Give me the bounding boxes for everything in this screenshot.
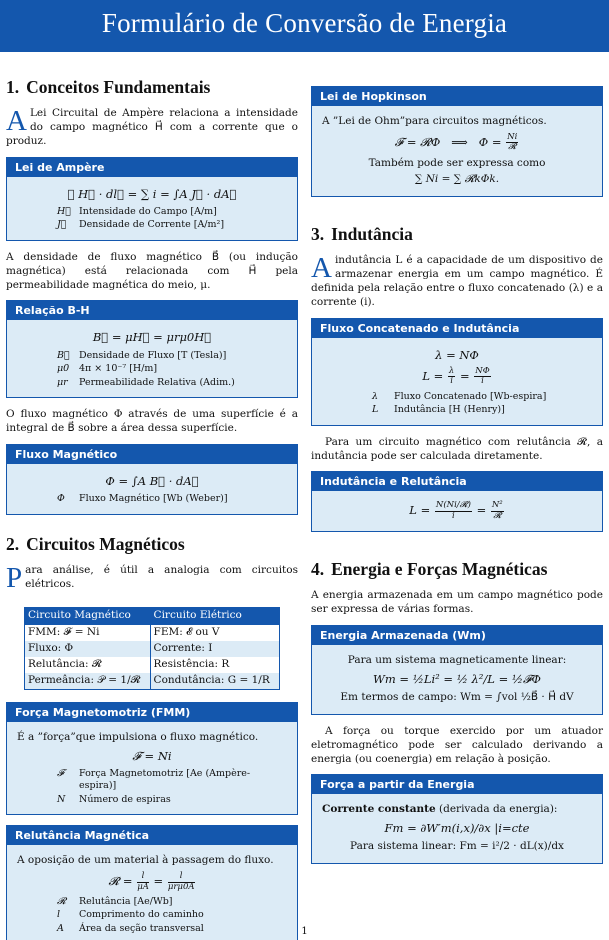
denominator: i [481, 376, 484, 387]
right-column [311, 86, 603, 874]
box-header: Força a partir da Energia [312, 775, 602, 794]
section-2-title [6, 533, 298, 556]
section-number: 1. [6, 77, 20, 97]
section-number: 3. [311, 224, 325, 245]
table-cell: Fluxo: Φ [25, 641, 151, 657]
ampere-equation: ∮ H⃗ · dl⃗ = ∑ i = ∫A J⃗ · dA⃗ [67, 186, 237, 201]
eq-lhs: 𝓡 = [108, 874, 133, 889]
def-symbol: N [57, 793, 66, 805]
numerator: N(Ni/𝓡) [435, 500, 471, 511]
box-header: Indutância e Relutância [312, 472, 602, 491]
numerator: N² [491, 500, 503, 511]
denominator: i [450, 376, 453, 387]
fraction [506, 133, 518, 153]
note: Também pode ser expressa como [368, 156, 546, 169]
table-header: Circuito Elétrico [150, 608, 279, 625]
flux-box [6, 444, 298, 515]
section-4-title [311, 558, 603, 581]
table-row [25, 657, 280, 673]
def-symbol: J⃗ [57, 219, 67, 231]
implies-arrow: ⟹ [451, 134, 468, 149]
force-equation: Fm = ∂W′m(i,x)/∂x |i=cte [384, 821, 530, 836]
intro-text: ara análise, é útil a analogia com circuitos elétricos. [25, 563, 298, 590]
reluctance-box [6, 825, 298, 940]
numerator: l [168, 872, 195, 882]
inductance-equation: L = $\frac{\lambda}{i}$ = $\frac{N\Phi}{i}$ [422, 365, 490, 387]
fmm-equation: 𝓕 = Ni [132, 748, 172, 763]
lead-rest: (derivada da energia): [435, 803, 558, 816]
def-symbol: A [57, 923, 64, 935]
def-desc: Número de espiras [79, 793, 171, 805]
denominator: μA [137, 881, 149, 892]
box-header: Fluxo Magnético [7, 445, 297, 464]
section-2-intro [6, 561, 298, 594]
def-desc: Relutância [Ae/Wb] [79, 895, 173, 907]
hopkinson-equation [322, 133, 592, 153]
paragraph: A força ou torque exercido por um atuador eletromagnético pode ser calculado derivando a energia (ou coenergia) em relação à posição. [311, 724, 603, 765]
def-symbol: Φ [57, 493, 65, 505]
table-cell: FMM: 𝓕 = Ni [25, 625, 151, 641]
box-lead: A ”Lei de Ohm”para circuitos magnéticos. [322, 115, 547, 127]
def-symbol: 𝓡 [57, 895, 66, 907]
definition-list [57, 350, 287, 390]
def-desc: Área da seção transversal [79, 923, 204, 935]
box-lead: É a ”força”que impulsiona o fluxo magnético. [17, 730, 259, 743]
section-number: 4. [311, 559, 325, 580]
definition-list [57, 493, 287, 506]
ampere-box [6, 157, 298, 241]
bh-equation: B⃗ = μH⃗ = μrμ0H⃗ [92, 330, 212, 345]
box-header: Relutância Magnética [7, 826, 297, 845]
note-equation: ∑ Ni = ∑ 𝓡kΦk. [414, 173, 500, 186]
section-1-title [6, 76, 298, 99]
fmm-box [6, 702, 298, 816]
box-header: Fluxo Concatenado e Indutância [312, 319, 602, 338]
energy-box [311, 625, 603, 715]
def-symbol: l [57, 909, 61, 921]
table-header: Circuito Magnético [25, 608, 151, 625]
table-cell: Relutância: 𝓡 [25, 657, 151, 673]
analogy-table [24, 607, 280, 689]
denominator: 𝓡 [493, 510, 502, 521]
denominator: μrμ0A [167, 881, 195, 892]
table-row [25, 625, 280, 641]
table-cell: FEM: 𝓔 ou V [150, 625, 279, 641]
numerator: Ni [507, 131, 518, 142]
section-title-text: Indutância [331, 224, 413, 245]
denominator: i [452, 510, 455, 521]
paragraph: O fluxo magnético Φ através de uma superfície é a integral de B⃗ sobre a área dessa superfície. [6, 408, 298, 435]
box-header: Lei de Ampère [7, 158, 297, 177]
paragraph: Para um circuito magnético com relutância 𝓡, a indutância pode ser calculada diretamente. [311, 435, 603, 462]
def-desc: Fluxo Magnético [Wb (Weber)] [79, 493, 228, 505]
fraction [474, 367, 490, 387]
reluctance-equation: 𝓡 = $\frac{l}{\mu A}$ = $\frac{l}{\text{μrμ0A}}$ [108, 871, 195, 892]
note-equation: Para sistema linear: Fm = i²/2 · dL(x)/dx [350, 840, 564, 853]
box-lead: Para um sistema magneticamente linear: [347, 653, 567, 666]
intro-text: indutância L é a capacidade de um dispositivo de armazenar energia em um campo magnético. É definida pela relação entre o fluxo concatenado (λ) e a corrente (i). [311, 254, 603, 308]
def-desc: Densidade de Fluxo [T (Tesla)] [79, 349, 227, 361]
eq-lhs: L = [422, 368, 444, 383]
def-desc: Permeabilidade Relativa (Adim.) [79, 376, 235, 388]
section-title-text: Conceitos Fundamentais [26, 77, 211, 97]
numerator: l [137, 872, 149, 882]
box-header: Relação B-H [7, 301, 297, 320]
intro-text: Lei Circuital de Ampère relaciona a intensidade do campo magnético H⃗ com a corrente que o produz. [6, 107, 298, 147]
definition-list [57, 768, 287, 807]
eq-part: Φ = [478, 134, 502, 149]
section-number: 2. [6, 533, 20, 554]
definition-list [57, 206, 287, 232]
fraction [168, 872, 195, 892]
section-3-title [311, 223, 603, 246]
flux-linkage-equation: λ = NΦ [435, 347, 479, 362]
table-cell: Corrente: I [150, 641, 279, 657]
page-title: Formulário de Conversão de Energia [101, 8, 508, 38]
table-cell: Resistência: R [150, 657, 279, 673]
fraction [448, 367, 455, 387]
def-desc: Intensidade do Campo [A/m] [79, 205, 217, 217]
box-lead: A oposição de um material à passagem do fluxo. [17, 854, 274, 867]
dropcap: P [6, 561, 23, 594]
box-header: Força Magnetomotriz (FMM) [7, 703, 297, 722]
table-row [25, 673, 280, 689]
def-symbol: H⃗ [57, 205, 71, 217]
fraction [137, 872, 149, 892]
denominator: 𝓡 [508, 142, 517, 153]
table-cell: Permeância: 𝒫 = 1/𝓡 [25, 673, 151, 689]
flux-equation: Φ = ∫A B⃗ · dA⃗ [105, 473, 199, 488]
def-desc: 4π × 10⁻⁷ [H/m] [79, 363, 158, 375]
table-cell: Condutância: G = 1/R [150, 673, 279, 689]
dropcap: A [311, 252, 332, 285]
table-row [25, 641, 280, 657]
def-desc: Força Magnetomotriz [Ae (Ampère-espira)] [79, 767, 251, 792]
eq-part: 𝓕 = 𝓡Φ [394, 134, 441, 149]
def-desc: Fluxo Concatenado [Wb-espira] [394, 390, 547, 402]
def-symbol: μr [57, 376, 68, 388]
def-desc: Comprimento do caminho [79, 909, 204, 921]
dropcap: A [6, 105, 27, 138]
paragraph: A energia armazenada em um campo magnético pode ser expressa de várias formas. [311, 589, 603, 616]
section-title-text: Circuitos Magnéticos [26, 533, 185, 554]
bh-box [6, 300, 298, 398]
section-title-text: Energia e Forças Magnéticas [331, 559, 548, 580]
page-number: 1 [301, 926, 308, 937]
numerator: NΦ [475, 365, 490, 376]
inductance-box [311, 318, 603, 426]
hopkinson-box [311, 86, 603, 197]
section-1-intro [6, 107, 298, 149]
box-lead [322, 803, 592, 817]
fraction [491, 501, 504, 521]
inductance-reluctance-equation: L = $\frac{\text{N(Ni/𝓡)}}{i}$ = $\frac{\text{N²}}{\text{𝓡}}$ [409, 500, 503, 521]
def-symbol: L [372, 404, 379, 416]
paragraph: A densidade de fluxo magnético B⃗ (ou indução magnética) está relacionada com H⃗ pela permeabilidade magnética do meio, μ. [6, 250, 298, 291]
def-symbol: B⃗ [57, 349, 70, 361]
force-box [311, 774, 603, 864]
inductance-reluctance-box [311, 471, 603, 532]
def-desc: Indutância [H (Henry)] [394, 404, 505, 416]
box-header: Lei de Hopkinson [312, 87, 602, 106]
numerator: λ [448, 365, 455, 376]
def-symbol: μ0 [57, 363, 70, 375]
fraction [435, 501, 472, 521]
note-equation: Em termos de campo: Wm = ∫vol ½B⃗ · H⃗ dV [340, 690, 574, 703]
bold-lead: Corrente constante [322, 803, 436, 816]
def-desc: Densidade de Corrente [A/m²] [79, 219, 225, 231]
eq-lhs: L = [409, 503, 431, 518]
def-symbol: 𝓕 [57, 767, 65, 779]
section-3-intro [311, 254, 603, 309]
title-banner [0, 0, 609, 52]
left-column [6, 76, 298, 940]
def-symbol: λ [372, 390, 379, 402]
box-header: Energia Armazenada (Wm) [312, 626, 602, 645]
energy-equation: Wm = ½Li² = ½ λ²/L = ½𝓕Φ [373, 671, 541, 686]
definition-list [372, 391, 592, 417]
